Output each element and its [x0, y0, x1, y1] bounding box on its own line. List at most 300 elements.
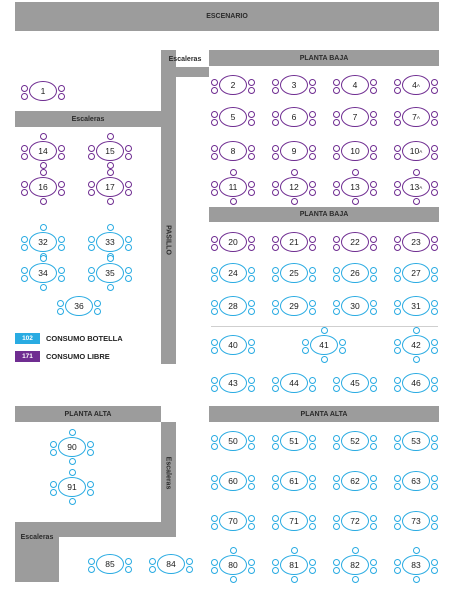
pasillo-label: PASILLO	[164, 225, 172, 255]
chair-icon	[21, 244, 28, 251]
table-42[interactable]	[394, 328, 438, 362]
legend-libre	[15, 351, 110, 362]
chair-icon	[431, 267, 438, 274]
chair-icon	[309, 111, 316, 118]
table-number	[219, 232, 247, 252]
chair-icon	[333, 567, 340, 574]
table-10a[interactable]	[394, 134, 438, 168]
chair-icon	[248, 515, 255, 522]
table-29[interactable]	[272, 289, 316, 323]
table-33[interactable]	[88, 225, 132, 259]
table-number-text: 52	[350, 436, 360, 446]
chair-icon	[211, 483, 218, 490]
chair-icon	[370, 515, 377, 522]
table-50[interactable]	[211, 424, 255, 458]
chair-icon	[370, 475, 377, 482]
table-6[interactable]	[272, 100, 316, 134]
table-number	[310, 335, 338, 355]
table-number	[402, 431, 430, 451]
chair-icon	[211, 475, 218, 482]
table-7[interactable]	[333, 100, 377, 134]
chair-icon	[333, 515, 340, 522]
chair-icon	[302, 347, 309, 354]
chair-icon	[291, 576, 298, 583]
table-35[interactable]	[88, 256, 132, 290]
table-number-text: 82	[350, 560, 360, 570]
table-84[interactable]	[149, 547, 193, 581]
table-41[interactable]	[302, 328, 346, 362]
chair-icon	[370, 308, 377, 315]
chair-icon	[272, 308, 279, 315]
table-number	[96, 177, 124, 197]
table-number	[341, 511, 369, 531]
chair-icon	[431, 181, 438, 188]
chair-icon	[107, 198, 114, 205]
chair-icon	[431, 483, 438, 490]
table-number	[341, 296, 369, 316]
table-32[interactable]	[21, 225, 65, 259]
table-number-text: 50	[228, 436, 238, 446]
table-number-text: 7	[352, 112, 358, 122]
table-4a[interactable]	[394, 68, 438, 102]
table-62[interactable]	[333, 464, 377, 498]
chair-icon	[87, 441, 94, 448]
table-number-text: 70	[228, 516, 238, 526]
table-34[interactable]	[21, 256, 65, 290]
table-number	[402, 511, 430, 531]
chair-icon	[125, 267, 132, 274]
chair-icon	[333, 475, 340, 482]
table-27[interactable]	[394, 256, 438, 290]
table-number	[341, 141, 369, 161]
chair-icon	[21, 181, 28, 188]
table-21[interactable]	[272, 225, 316, 259]
table-number	[219, 263, 247, 283]
chair-icon	[413, 576, 420, 583]
table-number	[402, 263, 430, 283]
table-number-text: 35	[105, 268, 115, 278]
table-20[interactable]	[211, 225, 255, 259]
chair-icon	[58, 189, 65, 196]
table-number-text: 29	[289, 301, 299, 311]
table-number	[280, 107, 308, 127]
chair-icon	[309, 275, 316, 282]
table-number	[402, 141, 430, 161]
chair-icon	[309, 300, 316, 307]
table-15[interactable]	[88, 134, 132, 168]
chair-icon	[125, 145, 132, 152]
chair-icon	[272, 515, 279, 522]
table-number-text: 81	[289, 560, 299, 570]
chair-icon	[370, 244, 377, 251]
chair-icon	[149, 558, 156, 565]
table-number-text: 13	[350, 182, 360, 192]
chair-icon	[309, 79, 316, 86]
chair-icon	[352, 169, 359, 176]
chair-icon	[394, 244, 401, 251]
table-45[interactable]	[333, 366, 377, 400]
chair-icon	[431, 275, 438, 282]
table-number-text: 10	[409, 146, 420, 156]
table-14[interactable]	[21, 134, 65, 168]
table-number-text: 7	[412, 112, 417, 122]
table-10[interactable]	[333, 134, 377, 168]
chair-icon	[333, 523, 340, 530]
chair-icon	[58, 275, 65, 282]
table-number-text: 26	[350, 268, 360, 278]
chair-icon	[272, 275, 279, 282]
chair-icon	[431, 347, 438, 354]
chair-icon	[57, 300, 64, 307]
table-11[interactable]	[211, 170, 255, 204]
chair-icon	[248, 385, 255, 392]
chair-icon	[88, 566, 95, 573]
table-71[interactable]	[272, 504, 316, 538]
chair-icon	[394, 79, 401, 86]
chair-icon	[309, 119, 316, 126]
chair-icon	[248, 567, 255, 574]
chair-icon	[370, 189, 377, 196]
chair-icon	[333, 153, 340, 160]
chair-icon	[94, 300, 101, 307]
table-number	[402, 471, 430, 491]
table-31[interactable]	[394, 289, 438, 323]
table-9[interactable]	[272, 134, 316, 168]
table-24[interactable]	[211, 256, 255, 290]
table-number	[29, 177, 57, 197]
chair-icon	[431, 79, 438, 86]
table-number-text: 60	[228, 476, 238, 486]
table-number-text: 42	[411, 340, 421, 350]
chair-icon	[272, 300, 279, 307]
chair-icon	[321, 356, 328, 363]
chair-icon	[370, 119, 377, 126]
chair-icon	[370, 443, 377, 450]
table-suffix: A	[416, 114, 420, 120]
table-13[interactable]	[333, 170, 377, 204]
table-83[interactable]	[394, 548, 438, 582]
table-number-text: 40	[228, 340, 238, 350]
chair-icon	[248, 300, 255, 307]
chair-icon	[431, 385, 438, 392]
chair-icon	[291, 169, 298, 176]
table-number	[402, 373, 430, 393]
chair-icon	[431, 567, 438, 574]
chair-icon	[431, 111, 438, 118]
chair-icon	[394, 567, 401, 574]
chair-icon	[394, 153, 401, 160]
table-number	[219, 335, 247, 355]
table-82[interactable]	[333, 548, 377, 582]
table-number	[29, 81, 57, 101]
table-number-text: 30	[350, 301, 360, 311]
table-number-text: 2	[230, 80, 236, 90]
chair-icon	[69, 469, 76, 476]
table-number	[341, 232, 369, 252]
table-1[interactable]	[21, 74, 65, 108]
chair-icon	[431, 475, 438, 482]
table-30[interactable]	[333, 289, 377, 323]
chair-icon	[272, 443, 279, 450]
table-22[interactable]	[333, 225, 377, 259]
chair-icon	[230, 169, 237, 176]
chair-icon	[21, 275, 28, 282]
chair-icon	[431, 523, 438, 530]
chair-icon	[333, 181, 340, 188]
chair-icon	[21, 236, 28, 243]
table-36[interactable]	[57, 289, 101, 323]
table-90[interactable]	[50, 430, 94, 464]
table-number	[341, 373, 369, 393]
table-number	[341, 263, 369, 283]
chair-icon	[431, 153, 438, 160]
chair-icon	[211, 87, 218, 94]
chair-icon	[370, 300, 377, 307]
stairs-bottom-label: Escaleras	[20, 533, 54, 541]
table-8[interactable]	[211, 134, 255, 168]
chair-icon	[211, 559, 218, 566]
chair-icon	[370, 385, 377, 392]
chair-icon	[58, 244, 65, 251]
chair-icon	[333, 483, 340, 490]
chair-icon	[413, 356, 420, 363]
chair-icon	[211, 443, 218, 450]
chair-icon	[413, 169, 420, 176]
table-91[interactable]	[50, 470, 94, 504]
table-51[interactable]	[272, 424, 316, 458]
chair-icon	[309, 559, 316, 566]
pasillo-cross-bar	[176, 67, 209, 77]
chair-icon	[309, 308, 316, 315]
chair-icon	[370, 523, 377, 530]
chair-icon	[211, 377, 218, 384]
table-number	[96, 263, 124, 283]
chair-icon	[186, 558, 193, 565]
table-number	[219, 177, 247, 197]
chair-icon	[309, 443, 316, 450]
chair-icon	[394, 347, 401, 354]
chair-icon	[333, 145, 340, 152]
chair-icon	[40, 284, 47, 291]
table-number-text: 45	[350, 378, 360, 388]
table-number-text: 24	[228, 268, 238, 278]
table-number-text: 34	[38, 268, 48, 278]
chair-icon	[370, 435, 377, 442]
table-number-text: 13	[409, 182, 420, 192]
table-73[interactable]	[394, 504, 438, 538]
chair-icon	[21, 85, 28, 92]
chair-icon	[333, 236, 340, 243]
chair-icon	[272, 475, 279, 482]
chair-icon	[333, 275, 340, 282]
table-26[interactable]	[333, 256, 377, 290]
chair-icon	[211, 153, 218, 160]
chair-icon	[248, 111, 255, 118]
table-16[interactable]	[21, 170, 65, 204]
planta-baja-label-2: PLANTA BAJA	[299, 211, 349, 218]
chair-icon	[291, 198, 298, 205]
table-13a[interactable]	[394, 170, 438, 204]
chair-icon	[94, 308, 101, 315]
chair-icon	[272, 523, 279, 530]
table-7a[interactable]	[394, 100, 438, 134]
chair-icon	[394, 119, 401, 126]
chair-icon	[88, 189, 95, 196]
chair-icon	[87, 489, 94, 496]
chair-icon	[211, 267, 218, 274]
chair-icon	[272, 377, 279, 384]
table-number-text: 62	[350, 476, 360, 486]
table-3[interactable]	[272, 68, 316, 102]
chair-icon	[394, 275, 401, 282]
table-suffix: A	[419, 148, 423, 154]
chair-icon	[309, 567, 316, 574]
table-72[interactable]	[333, 504, 377, 538]
chair-icon	[431, 300, 438, 307]
chair-icon	[413, 198, 420, 205]
table-number	[29, 232, 57, 252]
table-number	[280, 263, 308, 283]
table-number-text: 11	[228, 182, 238, 192]
chair-icon	[394, 443, 401, 450]
table-60[interactable]	[211, 464, 255, 498]
chair-icon	[394, 308, 401, 315]
table-61[interactable]	[272, 464, 316, 498]
table-number	[402, 177, 430, 197]
table-suffix: A	[416, 82, 420, 88]
chair-icon	[272, 435, 279, 442]
legend-botella-text: CONSUMO BOTELLA	[46, 334, 123, 343]
table-number-text: 23	[411, 237, 421, 247]
chair-icon	[394, 236, 401, 243]
stairs-left-label: Escaleras	[71, 115, 105, 123]
chair-icon	[248, 275, 255, 282]
chair-icon	[394, 189, 401, 196]
table-number-text: 20	[228, 237, 238, 247]
stairs-top-label: Escaleras	[168, 56, 202, 63]
legend-botella-count: 102	[15, 333, 40, 344]
table-17[interactable]	[88, 170, 132, 204]
table-number	[341, 107, 369, 127]
table-number	[280, 141, 308, 161]
table-81[interactable]	[272, 548, 316, 582]
table-12[interactable]	[272, 170, 316, 204]
chair-icon	[431, 559, 438, 566]
chair-icon	[394, 515, 401, 522]
chair-icon	[394, 559, 401, 566]
stairs-mid-label: Escaleras	[164, 456, 172, 490]
chair-icon	[87, 449, 94, 456]
table-5[interactable]	[211, 100, 255, 134]
chair-icon	[21, 93, 28, 100]
chair-icon	[309, 153, 316, 160]
table-25[interactable]	[272, 256, 316, 290]
chair-icon	[211, 385, 218, 392]
table-53[interactable]	[394, 424, 438, 458]
chair-icon	[370, 145, 377, 152]
chair-icon	[88, 275, 95, 282]
chair-icon	[309, 483, 316, 490]
chair-icon	[431, 236, 438, 243]
chair-icon	[248, 339, 255, 346]
chair-icon	[230, 547, 237, 554]
chair-icon	[431, 244, 438, 251]
table-number-text: 33	[105, 237, 115, 247]
chair-icon	[248, 435, 255, 442]
table-number	[219, 471, 247, 491]
chair-icon	[40, 162, 47, 169]
chair-icon	[394, 339, 401, 346]
chair-icon	[248, 236, 255, 243]
table-number	[219, 75, 247, 95]
chair-icon	[370, 377, 377, 384]
table-number-text: 90	[67, 442, 77, 452]
table-number-text: 41	[319, 340, 329, 350]
table-number-text: 91	[67, 482, 77, 492]
table-63[interactable]	[394, 464, 438, 498]
chair-icon	[272, 244, 279, 251]
table-44[interactable]	[272, 366, 316, 400]
table-number-text: 72	[350, 516, 360, 526]
table-number-text: 4	[352, 80, 358, 90]
table-number-text: 21	[289, 237, 299, 247]
table-85[interactable]	[88, 547, 132, 581]
table-4[interactable]	[333, 68, 377, 102]
chair-icon	[58, 145, 65, 152]
table-number-text: 31	[411, 301, 421, 311]
chair-icon	[309, 236, 316, 243]
chair-icon	[107, 133, 114, 140]
chair-icon	[50, 489, 57, 496]
chair-icon	[333, 308, 340, 315]
chair-icon	[431, 443, 438, 450]
table-number-text: 36	[74, 301, 84, 311]
bottom-cross-bar	[59, 522, 176, 537]
table-52[interactable]	[333, 424, 377, 458]
table-2[interactable]	[211, 68, 255, 102]
table-number-text: 85	[105, 559, 115, 569]
chair-icon	[333, 300, 340, 307]
chair-icon	[40, 255, 47, 262]
table-number	[280, 296, 308, 316]
chair-icon	[394, 145, 401, 152]
table-23[interactable]	[394, 225, 438, 259]
chair-icon	[309, 377, 316, 384]
table-43[interactable]	[211, 366, 255, 400]
table-80[interactable]	[211, 548, 255, 582]
table-28[interactable]	[211, 289, 255, 323]
table-number-text: 28	[228, 301, 238, 311]
chair-icon	[370, 153, 377, 160]
chair-icon	[309, 435, 316, 442]
chair-icon	[125, 181, 132, 188]
chair-icon	[333, 559, 340, 566]
table-number	[402, 296, 430, 316]
chair-icon	[149, 566, 156, 573]
chair-icon	[88, 145, 95, 152]
table-number	[157, 554, 185, 574]
table-46[interactable]	[394, 366, 438, 400]
chair-icon	[88, 267, 95, 274]
chair-icon	[333, 267, 340, 274]
table-70[interactable]	[211, 504, 255, 538]
table-number	[219, 431, 247, 451]
chair-icon	[431, 189, 438, 196]
table-number	[219, 107, 247, 127]
table-40[interactable]	[211, 328, 255, 362]
table-number	[96, 232, 124, 252]
chair-icon	[107, 169, 114, 176]
